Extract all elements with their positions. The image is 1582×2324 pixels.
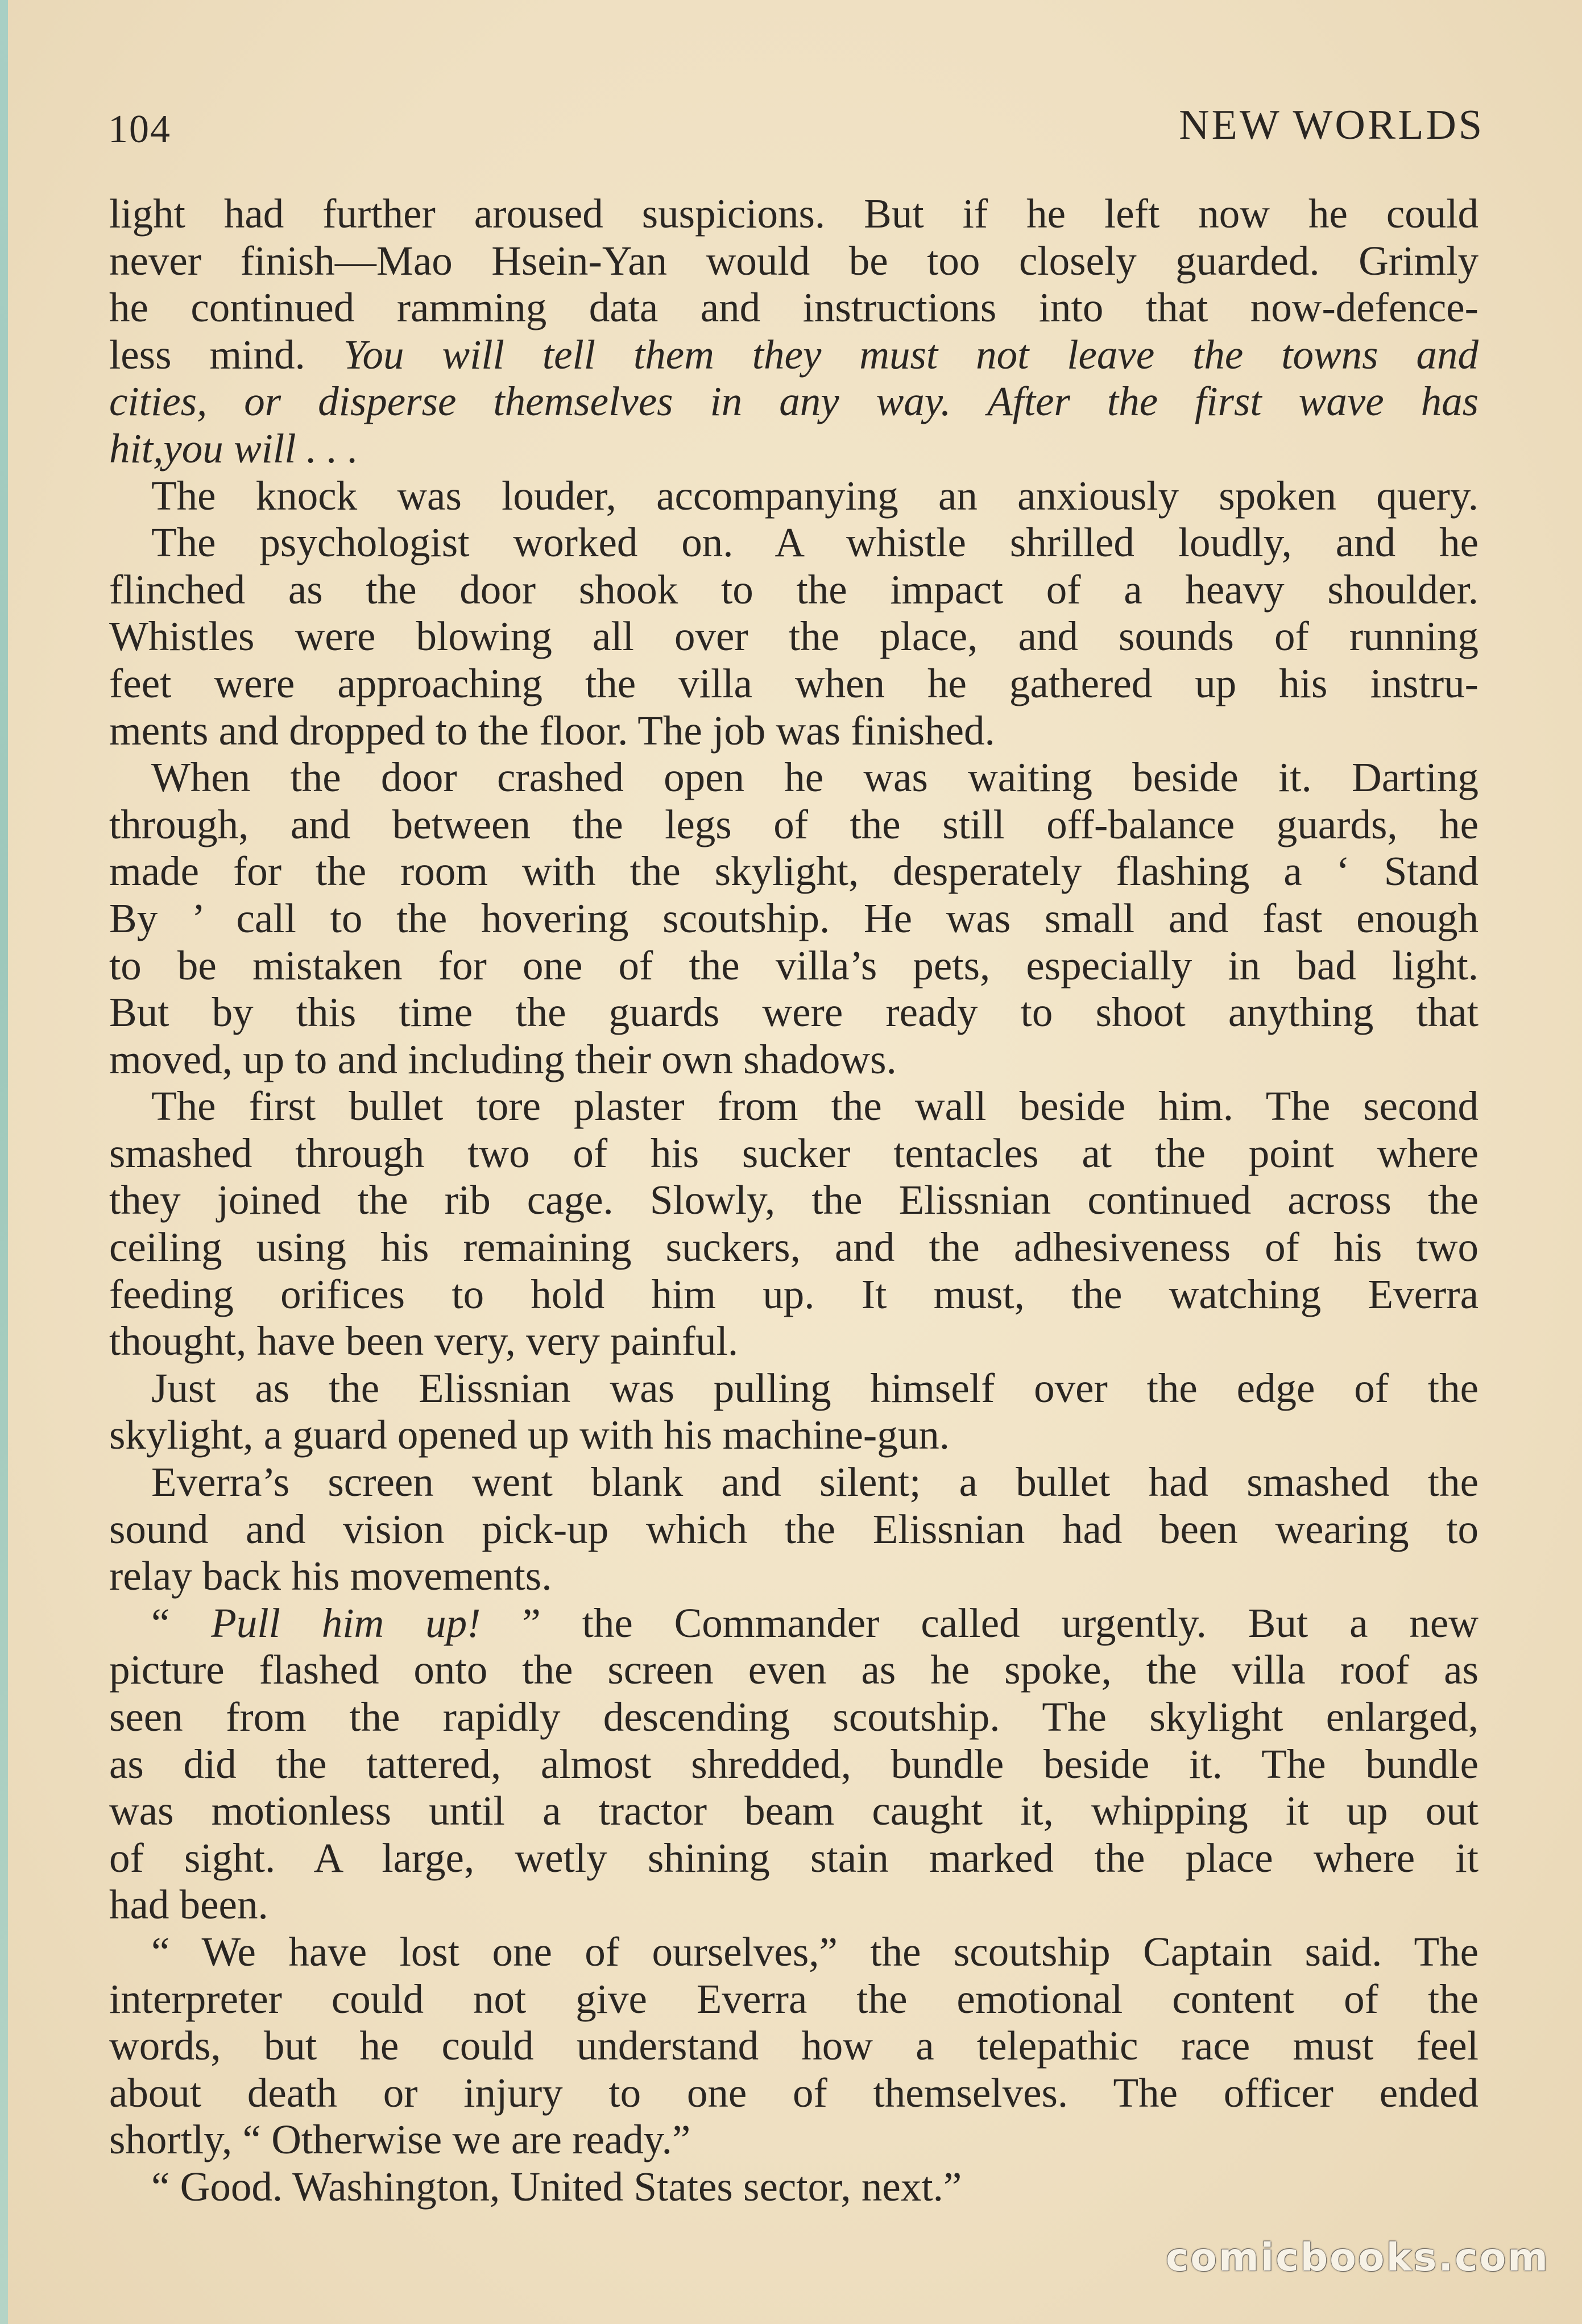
text-line	[109, 1600, 1479, 1647]
text-line: interpreter could not give Everra the emotional content of the	[109, 1975, 1479, 2022]
text-line: about death or injury to one of themselves. The officer ended	[109, 2069, 1479, 2116]
text-line: through, and between the legs of the still off-balance guards, he	[109, 801, 1479, 847]
text-line: they joined the rib cage. Slowly, the Elissnian continued across the	[109, 1177, 1479, 1223]
page-edge	[0, 0, 8, 2324]
text-line: But by this time the guards were ready to shoot anything that	[109, 989, 1479, 1036]
text-line: ceiling using his remaining suckers, and the adhesiveness of his two	[109, 1224, 1479, 1271]
text-line: “ Good. Washington, United States sector, next.”	[151, 2163, 962, 2210]
text-line: cities, or disperse themselves in any way. After the first wave has	[109, 378, 1479, 425]
text-line: words, but he could understand how a telepathic race must feel	[109, 2023, 1479, 2069]
text-line: made for the room with the skylight, desperately flashing a ‘ Stand	[109, 848, 1479, 895]
text-line: ments and dropped to the floor. The job was finished.	[109, 707, 995, 754]
text-line: seen from the rapidly descending scoutship. The skylight enlarged,	[109, 1694, 1479, 1740]
watermark-logo: comicbooks.com	[1166, 2235, 1550, 2280]
text-line: light had further aroused suspicions. But if he left now he could	[109, 191, 1479, 237]
text-line: he continued ramming data and instructions into that now-defence-	[109, 284, 1479, 331]
roman-span: ” the Commander called urgently. But a new	[481, 1599, 1479, 1646]
italic-span: Pull him up!	[211, 1599, 481, 1646]
text-line: skylight, a guard opened up with his machine-gun.	[109, 1412, 950, 1458]
text-line: “ We have lost one of ourselves,” the scoutship Captain said. The	[151, 1928, 1479, 1975]
text-line: When the door crashed open he was waiting beside it. Darting	[151, 754, 1479, 801]
text-line: The first bullet tore plaster from the wall beside him. The second	[151, 1083, 1479, 1130]
text-line: By ’ call to the hovering scoutship. He was small and fast enough	[109, 895, 1479, 941]
page-header	[108, 96, 1484, 158]
text-line: to be mistaken for one of the villa’s pets, especially in bad light.	[109, 942, 1479, 989]
text-line: of sight. A large, wetly shining stain marked the place where it	[109, 1834, 1479, 1881]
text-line: The knock was louder, accompanying an anxiously spoken query.	[151, 472, 1479, 519]
roman-span: less mind.	[109, 331, 343, 378]
text-line	[109, 332, 1479, 379]
text-line: Whistles were blowing all over the place, and sounds of running	[109, 613, 1479, 660]
text-line: feet were approaching the villa when he gathered up his instru-	[109, 660, 1479, 706]
text-line: smashed through two of his sucker tentacles at the point where	[109, 1130, 1479, 1176]
text-line: picture flashed onto the screen even as he spoke, the villa roof as	[109, 1647, 1479, 1693]
text-line: shortly, “ Otherwise we are ready.”	[109, 2116, 691, 2163]
page-number: 104	[108, 107, 171, 151]
italic-span: You will tell them they must not leave the towns and	[343, 331, 1479, 378]
text-line: feeding orifices to hold him up. It must, the watching Everra	[109, 1271, 1479, 1317]
text-line: Everra’s screen went blank and silent; a bullet had smashed the	[151, 1459, 1479, 1506]
body-text	[109, 191, 1479, 2211]
text-line: was motionless until a tractor beam caught it, whipping it up out	[109, 1788, 1479, 1834]
text-line: thought, have been very, very painful.	[109, 1318, 739, 1364]
text-line: had been.	[109, 1881, 268, 1928]
text-line: Just as the Elissnian was pulling himself over the edge of the	[151, 1364, 1479, 1411]
running-title: NEW WORLDS	[1179, 102, 1484, 148]
text-line: sound and vision pick-up which the Elissnian had been wearing to	[109, 1506, 1479, 1552]
text-line: hit,you will . . .	[109, 425, 358, 472]
text-line: as did the tattered, almost shredded, bundle beside it. The bundle	[109, 1740, 1479, 1787]
text-line: flinched as the door shook to the impact of a heavy shoulder.	[109, 566, 1479, 613]
text-line: never finish—Mao Hsein-Yan would be too closely guarded. Grimly	[109, 237, 1479, 284]
text-line: relay back his movements.	[109, 1553, 552, 1599]
quote-open: “	[151, 1599, 212, 1646]
text-line: The psychologist worked on. A whistle shrilled loudly, and he	[151, 519, 1479, 566]
text-line: moved, up to and including their own shadows.	[109, 1036, 897, 1082]
